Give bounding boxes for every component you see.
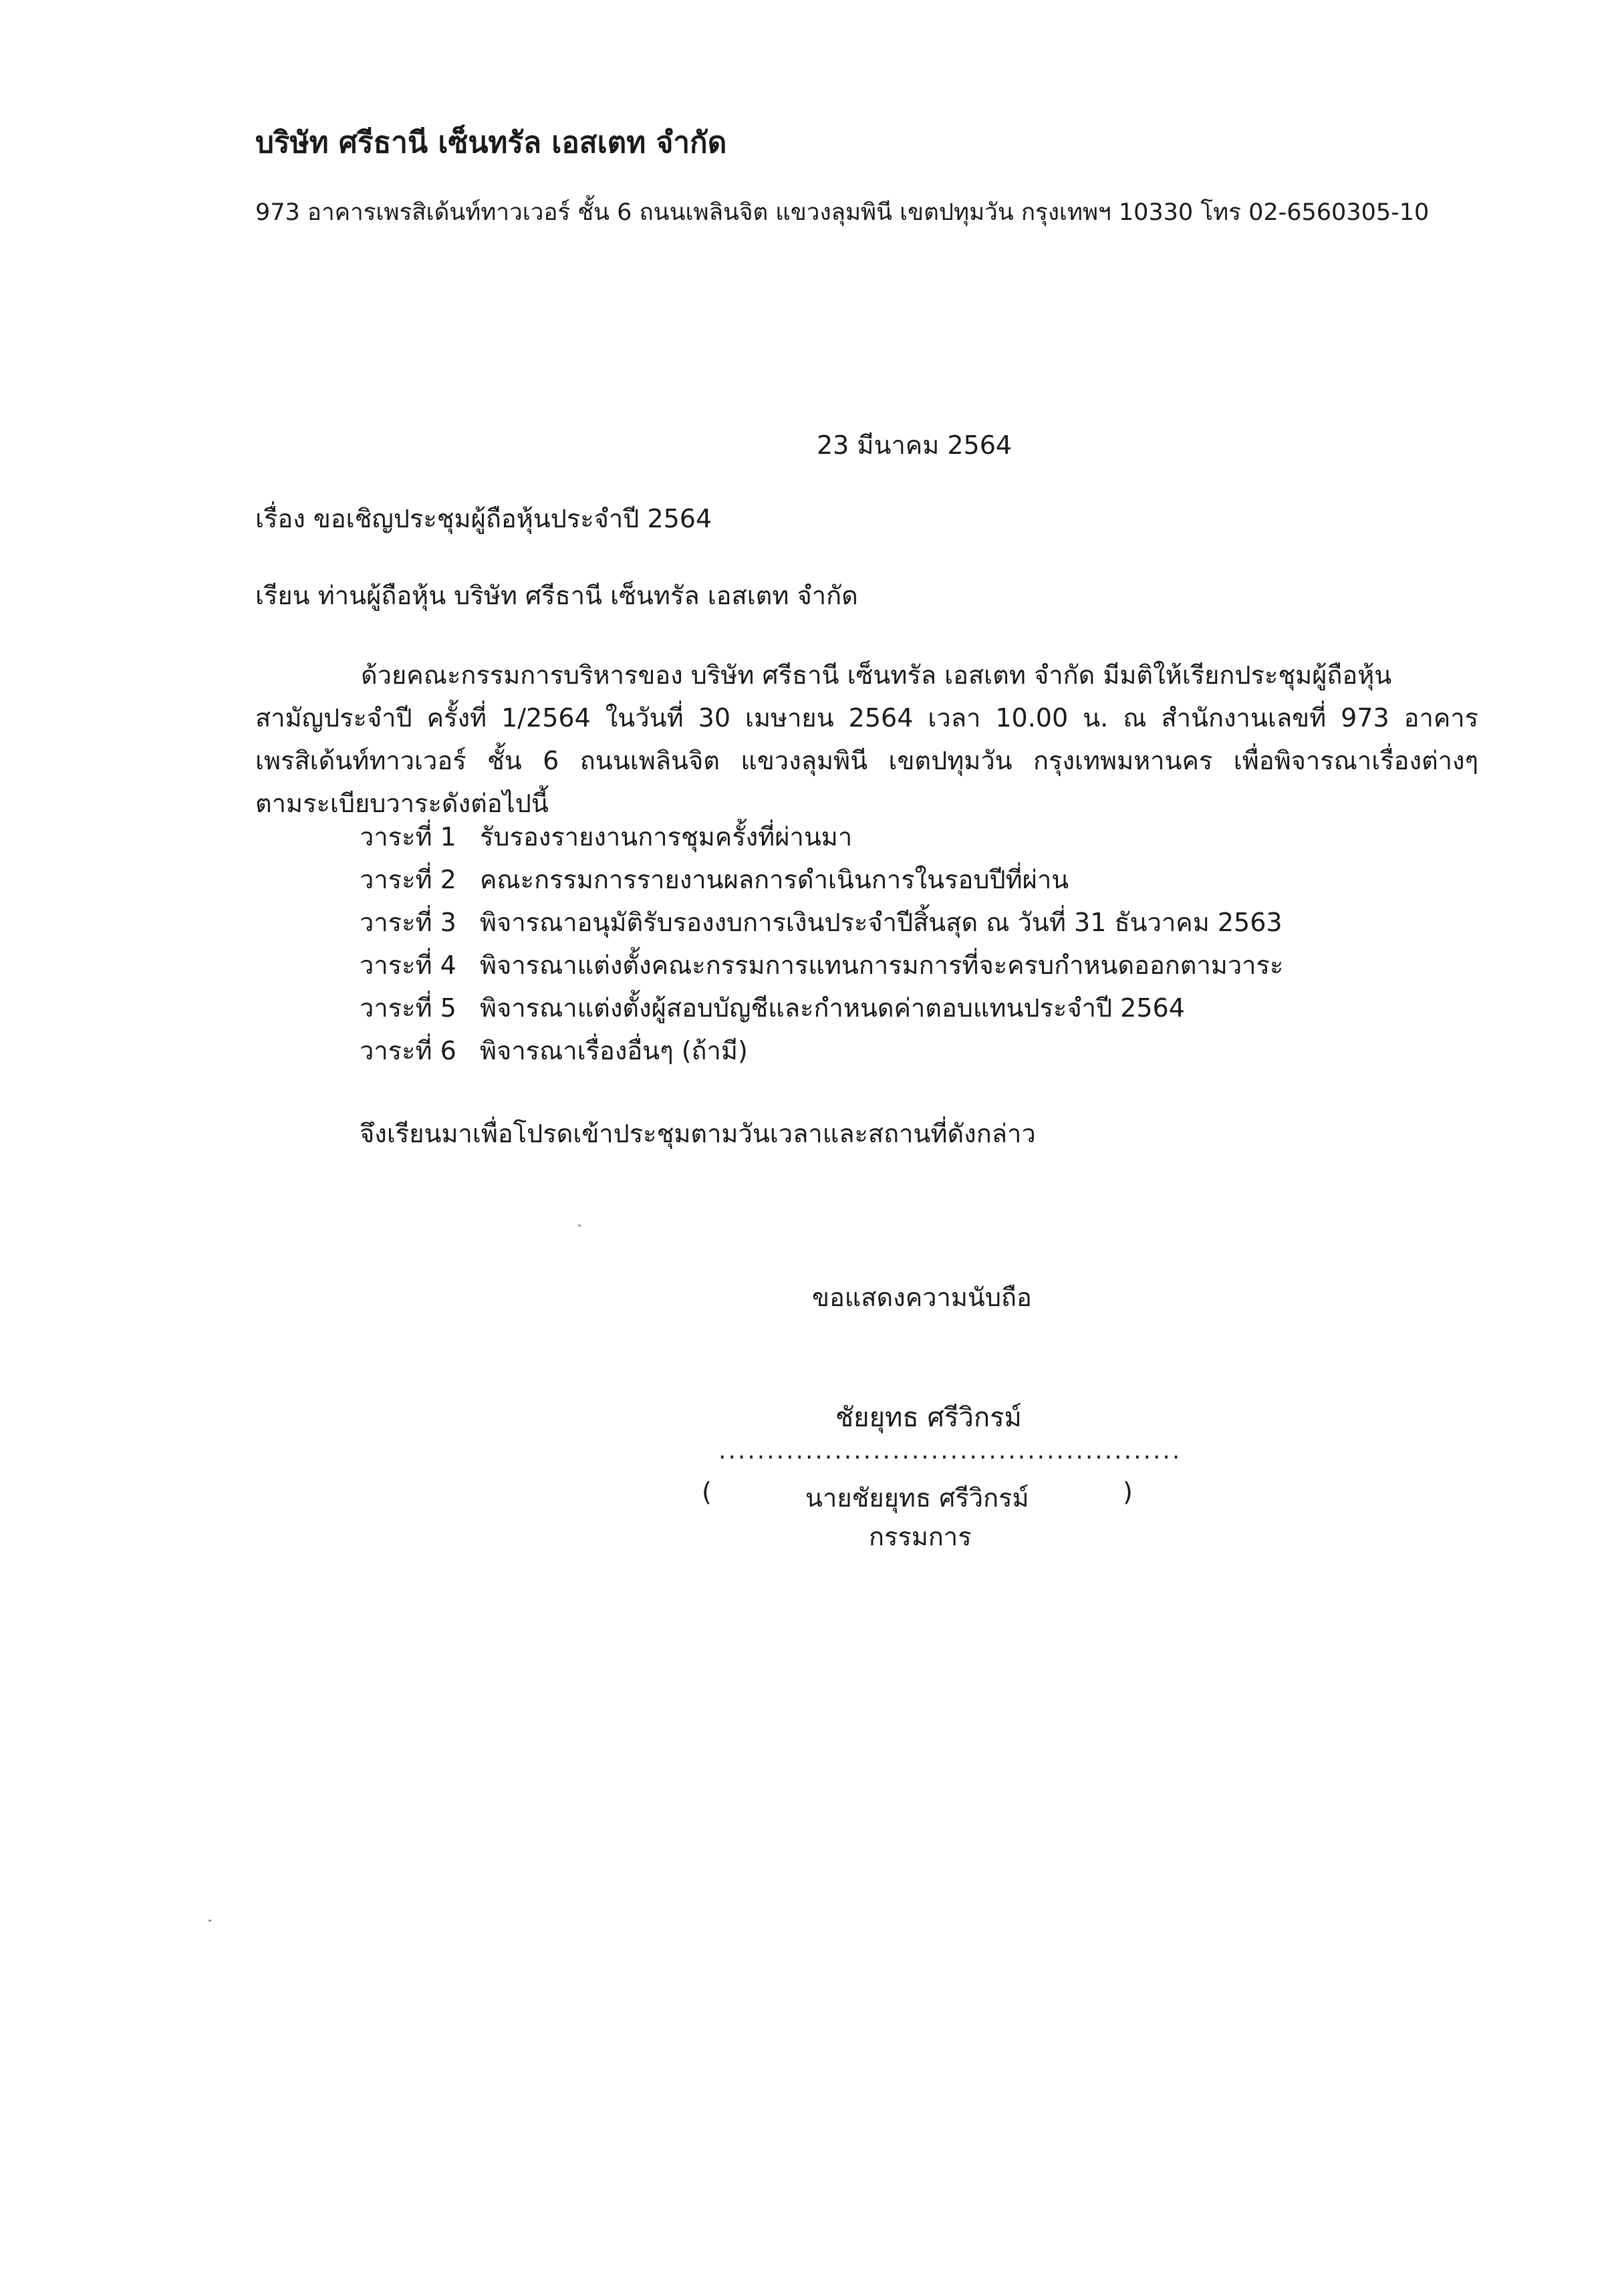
agenda-label: วาระที่ 1 (360, 822, 456, 852)
body-paragraph (255, 654, 1478, 825)
agenda-text: พิจารณาอนุมัติรับรองงบการเงินประจำปีสิ้นสุด ณ วันที่ 31 ธันวาคม 2563 (480, 908, 1283, 937)
closing-sentence: จึงเรียนมาเพื่อโปรดเข้าประชุมตามวันเวลาและสถานที่ดังกล่าว (360, 1119, 1036, 1148)
agenda-item (360, 901, 1283, 944)
agenda-text: คณะกรรมการรายงานผลการดำเนินการในรอบปีที่ผ่าน (480, 865, 1069, 894)
agenda-label: วาระที่ 3 (360, 908, 456, 937)
body-line: ตามระเบียบวาระดังต่อไปนี้ (255, 789, 549, 818)
agenda-list (360, 815, 1283, 1072)
agenda-label: วาระที่ 6 (360, 1036, 456, 1065)
signature-dotted-line: ................................................ (718, 1437, 1182, 1464)
agenda-item (360, 815, 1283, 858)
agenda-item (360, 858, 1283, 901)
agenda-item (360, 944, 1283, 987)
body-line: เพรสิเด้นท์ทาวเวอร์ ชั้น 6 ถนนเพลินจิต แขวงลุมพินี เขตปทุมวัน กรุงเทพมหานคร เพื่อพิจารณาเรื่องต่างๆ (255, 746, 1478, 775)
agenda-text: พิจารณาแต่งตั้งคณะกรรมการแทนการมการที่จะครบกำหนดออกตามวาระ (480, 950, 1284, 980)
signature: ชัยยุทธ ศรีวิกรม์ (835, 1402, 1022, 1433)
agenda-label: วาระที่ 2 (360, 865, 456, 894)
agenda-label: วาระที่ 4 (360, 950, 456, 980)
close-parenthesis: ) (1123, 1477, 1133, 1507)
company-name: บริษัท ศรีธานี เซ็นทรัล เอสเตท จำกัด (255, 126, 727, 160)
letter-date: 23 มีนาคม 2564 (817, 430, 1013, 460)
agenda-text: รับรองรายงานการชุมครั้งที่ผ่านมา (480, 822, 853, 852)
body-line: ด้วยคณะกรรมการบริหารของ บริษัท ศรีธานี เซ็นทรัล เอสเตท จำกัด มีมติให้เรียกประชุมผู้ถือหุ้น (361, 660, 1392, 690)
printed-name: นายชัยยุทธ ศรีวิกรม์ (805, 1483, 1029, 1513)
agenda-item (360, 987, 1283, 1029)
subject-line: เรื่อง ขอเชิญประชุมผู้ถือหุ้นประจำปี 2564 (255, 504, 712, 533)
company-address: 973 อาคารเพรสิเด้นท์ทาวเวอร์ ชั้น 6 ถนนเพลินจิต แขวงลุมพินี เขตปทุมวัน กรุงเทพฯ 10330 โทร 02-6560305-10 (255, 199, 1430, 226)
agenda-label: วาระที่ 5 (360, 993, 456, 1023)
printed-name-row (702, 1477, 1136, 1517)
signer-position: กรรมการ (869, 1522, 972, 1551)
scan-speck (578, 1225, 581, 1227)
agenda-item (360, 1029, 1283, 1072)
body-line: สามัญประจำปี ครั้งที่ 1/2564 ในวันที่ 30 เมษายน 2564 เวลา 10.00 น. ณ สำนักงานเลขที่ 973 อาคาร (255, 703, 1478, 733)
agenda-text: พิจารณาเรื่องอื่นๆ (ถ้ามี) (480, 1036, 748, 1065)
open-parenthesis: ( (702, 1477, 712, 1507)
regards-line: ขอแสดงความนับถือ (812, 1283, 1032, 1312)
recipient-line: เรียน ท่านผู้ถือหุ้น บริษัท ศรีธานี เซ็นทรัล เอสเตท จำกัด (255, 581, 858, 610)
scan-speck (209, 1920, 211, 1922)
agenda-text: พิจารณาแต่งตั้งผู้สอบบัญชีและกำหนดค่าตอบแทนประจำปี 2564 (480, 993, 1185, 1023)
